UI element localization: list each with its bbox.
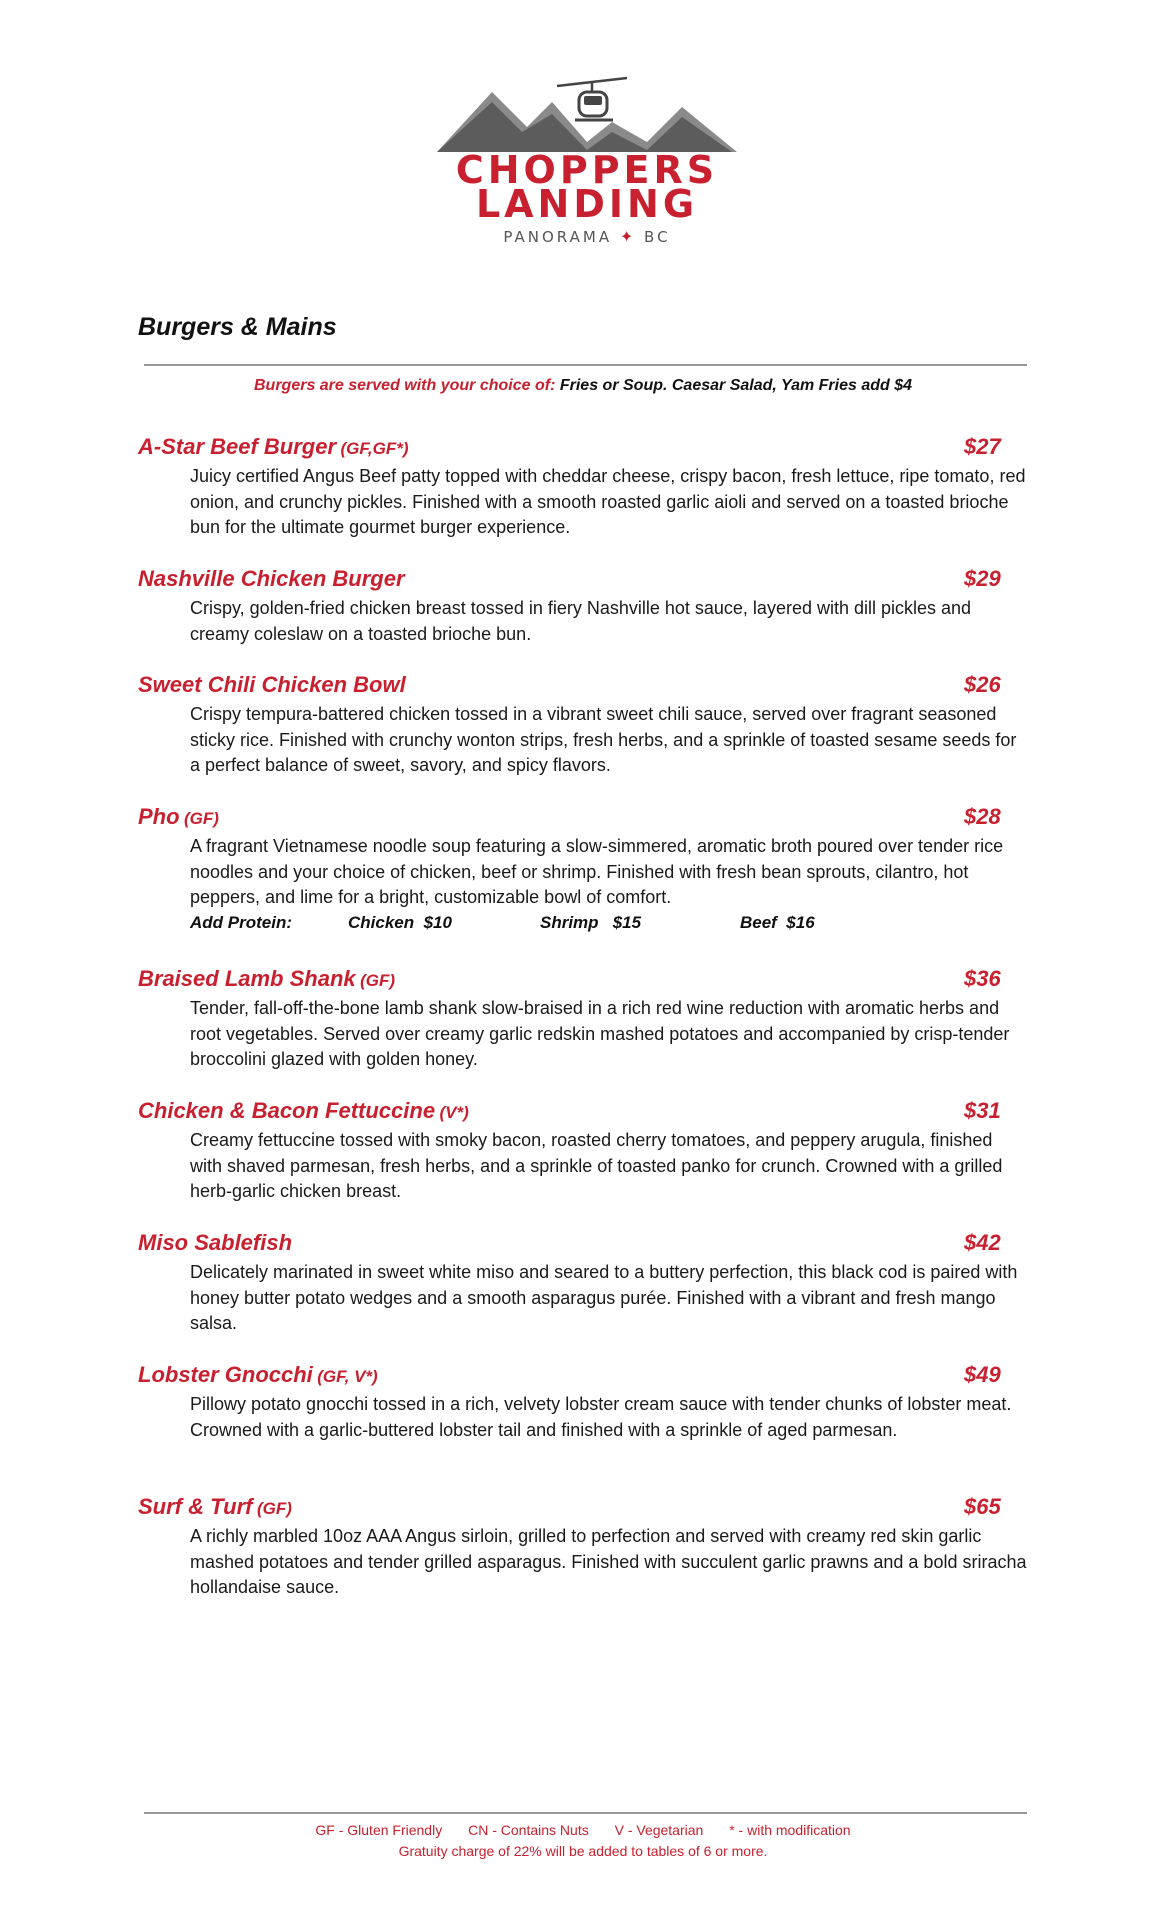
item-price: $36 <box>964 966 1001 991</box>
item-description: A fragrant Vietnamese noodle soup featuring a slow-simmered, aromatic broth poured over tender rice noodles and your choice of chicken, beef or shrimp. Finished with fresh bean sprouts, cilantro, hot peppers, and lime for a bright, customizable bowl of comfort. <box>190 836 1004 907</box>
legend-gf: GF - Gluten Friendly <box>315 1822 443 1838</box>
place-right: BC <box>644 228 671 246</box>
protein-addons <box>190 911 1028 937</box>
item-name: Nashville Chicken Burger <box>138 566 405 591</box>
menu-item <box>138 1098 1028 1205</box>
menu-item <box>138 1494 1028 1601</box>
item-description: Juicy certified Angus Beef patty topped with cheddar cheese, crispy bacon, fresh lettuce, ripe tomato, red onion, and crunchy pickles. Finished with a smooth roasted garlic aioli and served on a toasted brioche bun for the ultimate gourmet burger experience. <box>190 466 1026 537</box>
item-tag: (GF,GF*) <box>340 439 409 458</box>
item-description: Tender, fall-off-the-bone lamb shank slow-braised in a rich red wine reduction with aromatic herbs and root vegetables. Served over creamy garlic redskin mashed potatoes and accompanied by crisp-tender broccolini glazed with golden honey. <box>190 998 1010 1069</box>
mountain-helicopter-icon <box>437 72 737 152</box>
menu-item <box>138 566 1028 647</box>
item-tag: (GF, V*) <box>317 1367 378 1386</box>
legend-cn: CN - Contains Nuts <box>468 1822 589 1838</box>
item-description: A richly marbled 10oz AAA Angus sirloin, grilled to perfection and served with creamy red skin garlic mashed potatoes and tender grilled asparagus. Finished with succulent garlic prawns and a bold sriracha hollandaise sauce. <box>190 1526 1027 1597</box>
place-left: PANORAMA <box>503 228 613 246</box>
brand-line-1: CHOPPERS <box>455 148 719 192</box>
menu-item <box>138 434 1028 541</box>
item-name: Pho <box>138 804 180 829</box>
brand-place <box>437 227 737 246</box>
item-tag: (GF) <box>360 971 396 990</box>
bottom-divider <box>144 1812 1027 1814</box>
legend-mod: * - with modification <box>729 1822 851 1838</box>
addon-shrimp: Shrimp $15 <box>540 912 642 932</box>
item-name: Surf & Turf <box>138 1494 253 1519</box>
item-price: $26 <box>964 672 1001 697</box>
item-price: $49 <box>964 1362 1001 1387</box>
item-name: Miso Sablefish <box>138 1230 293 1255</box>
burger-sides-note <box>0 377 1166 395</box>
item-tag: (GF) <box>256 1499 292 1518</box>
section-title: Burgers & Mains <box>138 313 337 341</box>
item-description: Crispy, golden-fried chicken breast tossed in fiery Nashville hot sauce, layered with dill pickles and creamy coleslaw on a toasted brioche bun. <box>190 598 972 644</box>
dietary-legend <box>0 1822 1166 1838</box>
item-name: Sweet Chili Chicken Bowl <box>138 672 406 697</box>
gratuity-note: Gratuity charge of 22% will be added to tables of 6 or more. <box>398 1843 768 1859</box>
menu-item <box>138 1362 1028 1443</box>
addon-chicken: Chicken $10 <box>348 912 452 932</box>
note-sides: Fries or Soup. Caesar Salad, Yam Fries add $4 <box>559 377 913 394</box>
item-name: Lobster Gnocchi <box>138 1362 313 1387</box>
top-divider <box>144 364 1027 366</box>
menu-item <box>138 966 1028 1073</box>
logo <box>437 72 737 252</box>
item-price: $31 <box>964 1098 1001 1123</box>
item-description: Delicately marinated in sweet white miso and seared to a buttery perfection, this black cod is paired with honey butter potato wedges and a smooth asparagus purée. Finished with a vibrant and fresh mango salsa. <box>190 1262 1018 1333</box>
item-price: $29 <box>964 566 1001 591</box>
legend-v: V - Vegetarian <box>614 1822 704 1838</box>
item-price: $42 <box>964 1230 1001 1255</box>
item-price: $27 <box>964 434 1001 459</box>
item-description: Crispy tempura-battered chicken tossed in a vibrant sweet chili sauce, served over fragrant seasoned sticky rice. Finished with crunchy wonton strips, fresh herbs, and a sprinkle of toasted sesame seeds for a perfect balance of sweet, savory, and spicy flavors. <box>190 704 1017 775</box>
item-name: Braised Lamb Shank <box>138 966 356 991</box>
item-description: Creamy fettuccine tossed with smoky bacon, roasted cherry tomatoes, and peppery arugula, finished with shaved parmesan, fresh herbs, and a sprinkle of toasted panko for crunch. Crowned with a grilled herb-garlic chicken breast. <box>190 1130 1003 1201</box>
item-description: Pillowy potato gnocchi tossed in a rich, velvety lobster cream sauce with tender chunks of lobster meat. Crowned with a garlic-buttered lobster tail and finished with a sprinkle of aged parmesan. <box>190 1394 1012 1440</box>
note-prefix: Burgers are served with your choice of: <box>253 377 556 394</box>
item-name: Chicken & Bacon Fettuccine <box>138 1098 436 1123</box>
item-name: A-Star Beef Burger <box>138 434 337 459</box>
item-price: $28 <box>964 804 1001 829</box>
addon-beef: Beef $16 <box>740 912 815 932</box>
item-tag: (V*) <box>439 1103 469 1122</box>
item-tag: (GF) <box>184 809 219 828</box>
addon-label: Add Protein: <box>190 912 292 932</box>
item-price: $65 <box>964 1494 1001 1519</box>
maple-leaf-icon: ✦ <box>619 227 637 246</box>
brand-line-2: LANDING <box>475 182 699 226</box>
menu-item <box>138 804 1028 937</box>
menu-item <box>138 672 1028 779</box>
menu-item <box>138 1230 1028 1337</box>
